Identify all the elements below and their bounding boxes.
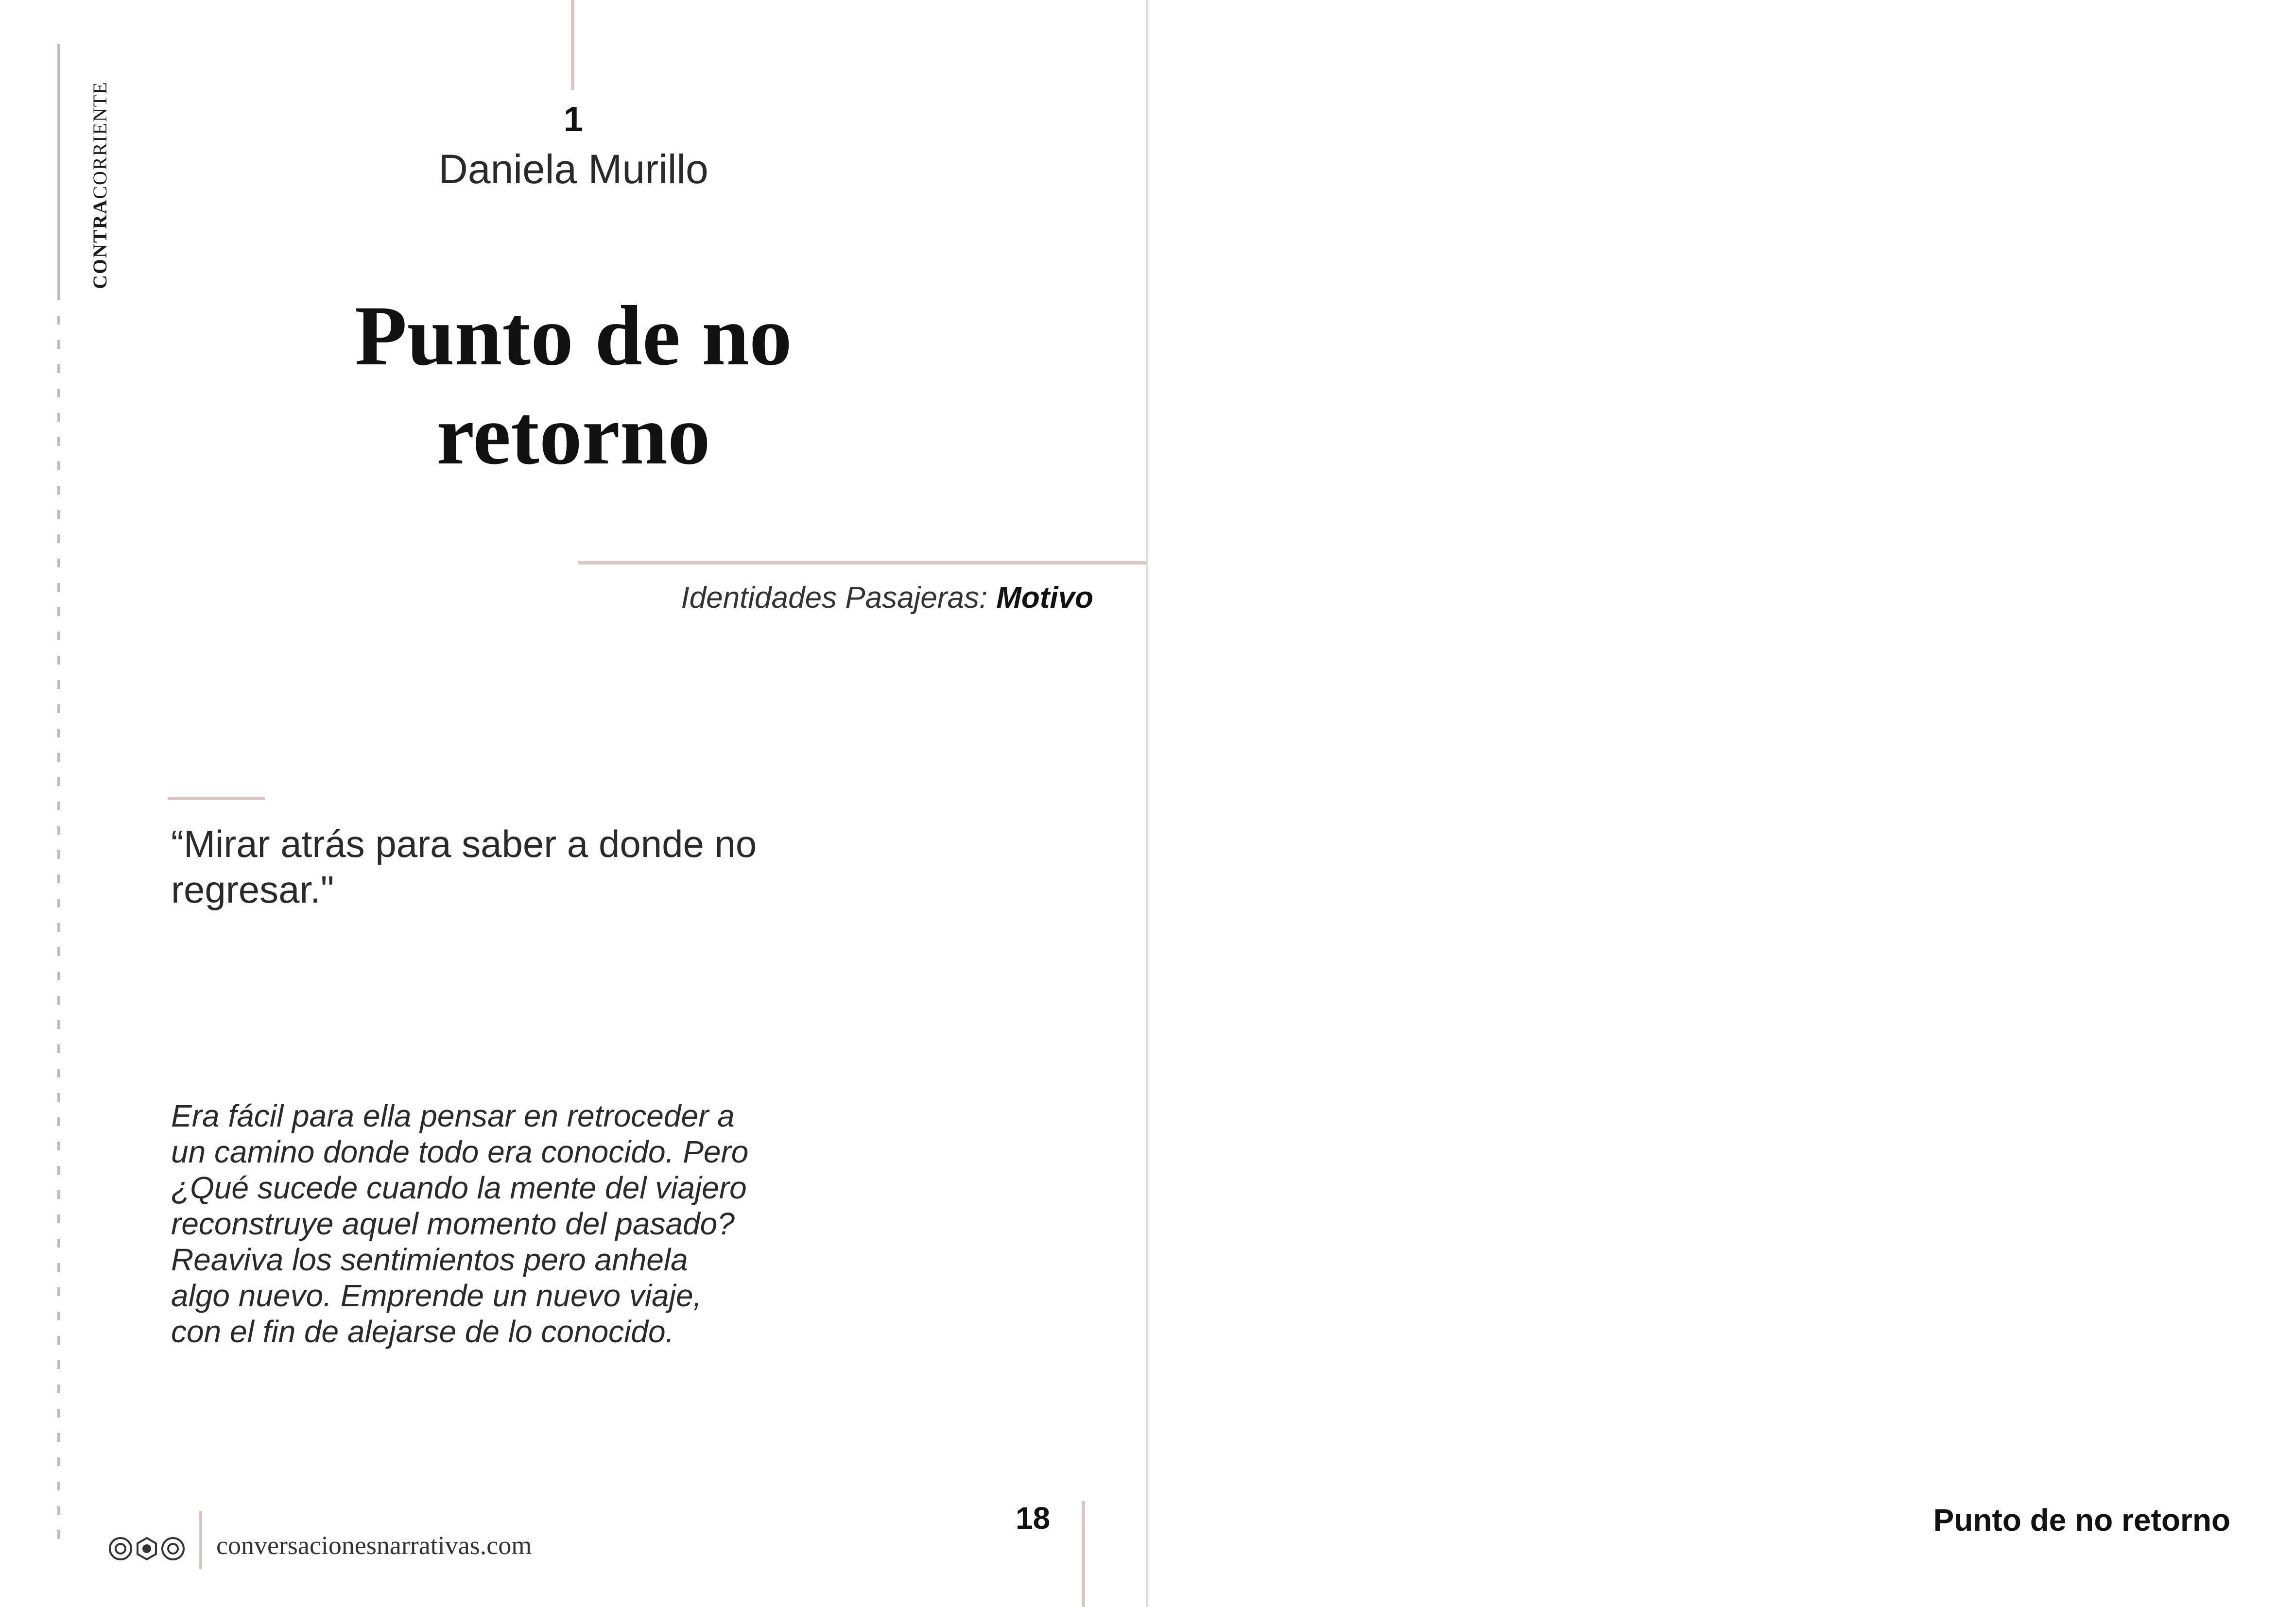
chapter-number: 1	[563, 100, 584, 139]
three-circles-logo-icon	[108, 1535, 186, 1562]
right-page	[1148, 0, 2296, 1607]
series-line	[681, 581, 1094, 615]
title-line-1: Punto de no	[355, 289, 792, 383]
title-line-2: retorno	[436, 388, 710, 482]
body-paragraph: Era fácil para ella pensar en retroceder a un camino donde todo era conocido. Pero ¿Qué sucede cuando la mente del viajero reconstruye aquel momento del pasado? Reaviva los sentimientos pero anhela algo nuevo. Emprende un nuevo viaje, con el fin de alejarse de lo conocido.	[171, 1098, 749, 1349]
series-motif: Motivo	[996, 581, 1093, 615]
author-name: Daniela Murillo	[438, 146, 708, 192]
top-rule	[571, 0, 574, 90]
running-title: Punto de no retorno	[1933, 1503, 2230, 1538]
series-rule	[578, 561, 1147, 564]
footer-separator	[199, 1511, 202, 1569]
left-page	[0, 0, 1147, 1607]
brand-bold: CONTRA	[89, 199, 111, 289]
footer-url[interactable]: conversacionesnarrativas.com	[216, 1531, 532, 1560]
page-title	[0, 287, 1147, 485]
page-number: 18	[1016, 1501, 1051, 1536]
series-label: Identidades Pasajeras:	[681, 581, 988, 615]
quote-rule	[168, 797, 265, 800]
pull-quote: “Mirar atrás para saber a donde no regresar."	[171, 822, 757, 911]
footer-rule	[1082, 1501, 1085, 1607]
brand-regular: CORRIENTE	[89, 81, 111, 199]
